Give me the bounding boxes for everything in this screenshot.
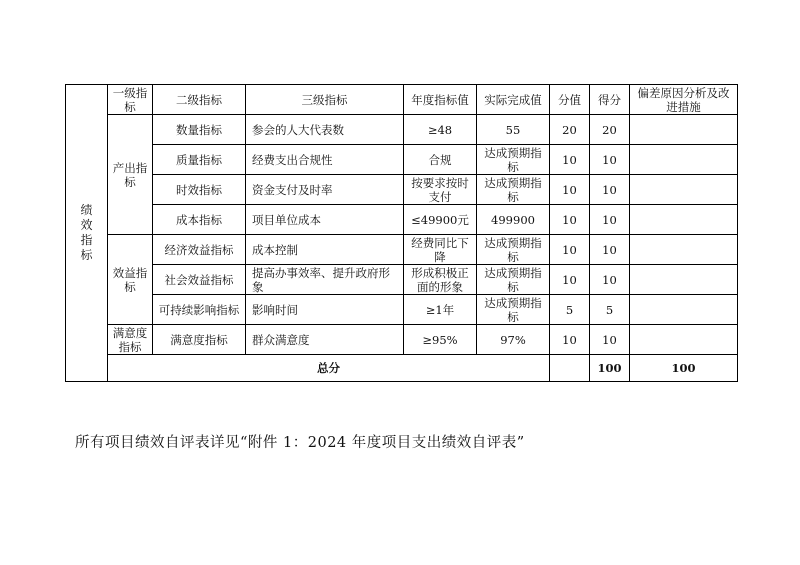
header-actual: 实际完成值 — [477, 85, 550, 115]
table-row — [66, 115, 738, 145]
table-row — [66, 235, 738, 265]
weight-cell: 20 — [550, 115, 590, 145]
table-row — [66, 265, 738, 295]
table-row — [66, 325, 738, 355]
actual-cell: 达成预期指标 — [477, 235, 550, 265]
category-cell: 绩效指标 — [66, 85, 108, 382]
total-actual — [550, 355, 590, 382]
deviation-cell — [630, 265, 738, 295]
score-cell: 10 — [590, 265, 630, 295]
level2-cell: 可持续影响指标 — [153, 295, 246, 325]
score-cell: 20 — [590, 115, 630, 145]
level2-cell: 经济效益指标 — [153, 235, 246, 265]
target-cell: ≥1年 — [404, 295, 477, 325]
deviation-cell — [630, 145, 738, 175]
actual-cell: 55 — [477, 115, 550, 145]
performance-table — [65, 84, 738, 382]
target-cell: 按要求按时支付 — [404, 175, 477, 205]
table-row — [66, 205, 738, 235]
level3-cell: 经费支出合规性 — [246, 145, 404, 175]
table-row — [66, 145, 738, 175]
group-benefit: 效益指标 — [108, 235, 153, 325]
group-output: 产出指标 — [108, 115, 153, 235]
deviation-cell — [630, 115, 738, 145]
total-row — [66, 355, 738, 382]
score-cell: 5 — [590, 295, 630, 325]
target-cell: ≥48 — [404, 115, 477, 145]
score-cell: 10 — [590, 145, 630, 175]
level2-cell: 时效指标 — [153, 175, 246, 205]
header-deviation: 偏差原因分析及改进措施 — [630, 85, 738, 115]
header-level3: 三级指标 — [246, 85, 404, 115]
level3-cell: 提高办事效率、提升政府形象 — [246, 265, 404, 295]
header-weight: 分值 — [550, 85, 590, 115]
table-row — [66, 175, 738, 205]
level3-cell: 项目单位成本 — [246, 205, 404, 235]
deviation-cell — [630, 205, 738, 235]
target-cell: ≥95% — [404, 325, 477, 355]
group-satisfaction: 满意度指标 — [108, 325, 153, 355]
level2-cell: 社会效益指标 — [153, 265, 246, 295]
target-cell: 经费同比下降 — [404, 235, 477, 265]
total-score: 100 — [630, 355, 738, 382]
actual-cell: 达成预期指标 — [477, 145, 550, 175]
weight-cell: 10 — [550, 175, 590, 205]
score-cell: 10 — [590, 235, 630, 265]
level3-cell: 群众满意度 — [246, 325, 404, 355]
actual-cell: 达成预期指标 — [477, 265, 550, 295]
actual-cell: 达成预期指标 — [477, 175, 550, 205]
header-row — [66, 85, 738, 115]
score-cell: 10 — [590, 325, 630, 355]
target-cell: 合规 — [404, 145, 477, 175]
actual-cell: 499900 — [477, 205, 550, 235]
level3-cell: 参会的人大代表数 — [246, 115, 404, 145]
level2-cell: 质量指标 — [153, 145, 246, 175]
actual-cell: 97% — [477, 325, 550, 355]
total-label: 总分 — [108, 355, 550, 382]
weight-cell: 10 — [550, 325, 590, 355]
table-row — [66, 295, 738, 325]
deviation-cell — [630, 295, 738, 325]
weight-cell: 10 — [550, 265, 590, 295]
weight-cell: 10 — [550, 145, 590, 175]
header-target: 年度指标值 — [404, 85, 477, 115]
header-score: 得分 — [590, 85, 630, 115]
level3-cell: 资金支付及时率 — [246, 175, 404, 205]
deviation-cell — [630, 325, 738, 355]
total-weight: 100 — [590, 355, 630, 382]
level2-cell: 成本指标 — [153, 205, 246, 235]
deviation-cell — [630, 235, 738, 265]
actual-cell: 达成预期指标 — [477, 295, 550, 325]
weight-cell: 10 — [550, 235, 590, 265]
deviation-cell — [630, 175, 738, 205]
level2-cell: 数量指标 — [153, 115, 246, 145]
score-cell: 10 — [590, 205, 630, 235]
level2-cell: 满意度指标 — [153, 325, 246, 355]
header-level2: 二级指标 — [153, 85, 246, 115]
score-cell: 10 — [590, 175, 630, 205]
target-cell: ≤49900元 — [404, 205, 477, 235]
weight-cell: 10 — [550, 205, 590, 235]
target-cell: 形成积极正面的形象 — [404, 265, 477, 295]
weight-cell: 5 — [550, 295, 590, 325]
level3-cell: 成本控制 — [246, 235, 404, 265]
header-level1: 一级指标 — [108, 85, 153, 115]
level3-cell: 影响时间 — [246, 295, 404, 325]
appendix-note: 所有项目绩效自评表详见“附件 1：2024 年度项目支出绩效自评表” — [75, 435, 525, 451]
